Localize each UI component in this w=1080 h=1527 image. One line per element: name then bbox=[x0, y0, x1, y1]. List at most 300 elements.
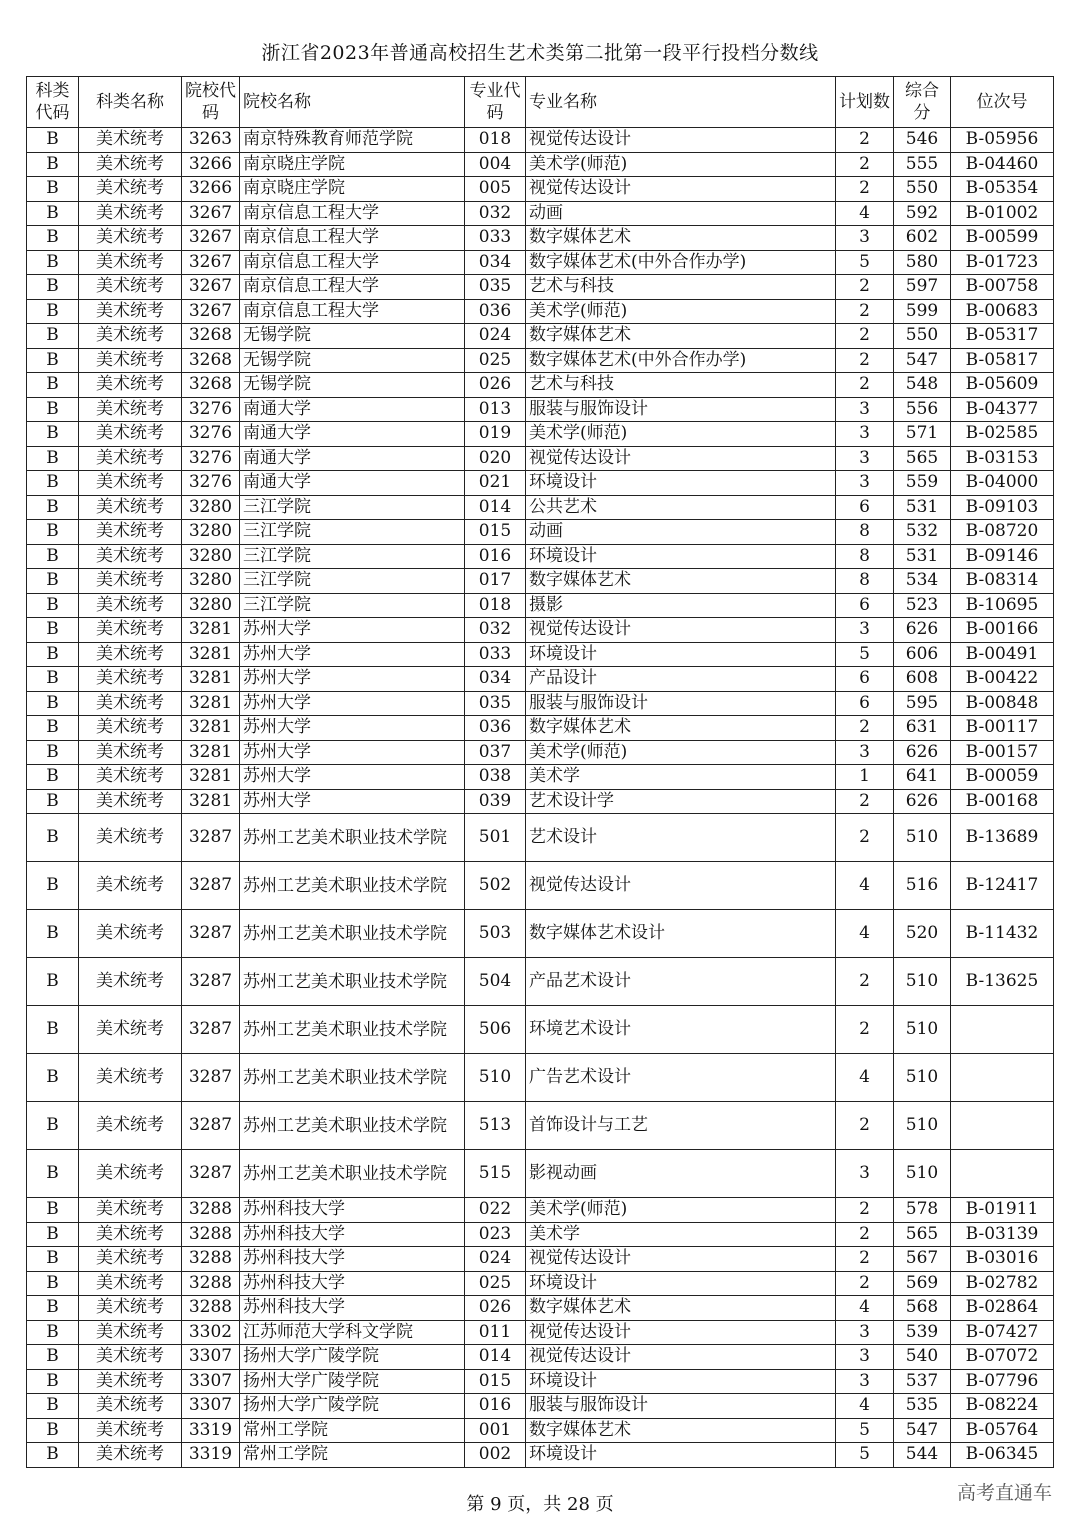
cell-school-code: 3319 bbox=[182, 1443, 240, 1468]
cell-school-code: 3287 bbox=[182, 814, 240, 862]
cell-composite-score: 510 bbox=[894, 1006, 951, 1054]
cell-plan-count: 3 bbox=[836, 618, 894, 643]
cell-major-name: 数字媒体艺术 bbox=[526, 569, 836, 594]
cell-school-code: 3287 bbox=[182, 862, 240, 910]
cell-major-name: 产品设计 bbox=[526, 667, 836, 692]
cell-school-name: 江苏师范大学科文学院 bbox=[240, 1320, 465, 1345]
cell-major-code: 022 bbox=[465, 1198, 526, 1223]
header-school-name: 院校名称 bbox=[240, 77, 465, 128]
cell-major-name: 视觉传达设计 bbox=[526, 862, 836, 910]
cell-school-name: 南京信息工程大学 bbox=[240, 275, 465, 300]
table-row bbox=[27, 299, 1054, 324]
cell-school-name: 无锡学院 bbox=[240, 324, 465, 349]
cell-rank bbox=[951, 1054, 1054, 1102]
cell-rank: B-05609 bbox=[951, 373, 1054, 398]
cell-plan-count: 2 bbox=[836, 324, 894, 349]
cell-category-name: 美术统考 bbox=[79, 1150, 182, 1198]
cell-major-code: 005 bbox=[465, 177, 526, 202]
cell-major-name: 数字媒体艺术 bbox=[526, 716, 836, 741]
cell-category-code: B bbox=[27, 765, 79, 790]
cell-plan-count: 5 bbox=[836, 1443, 894, 1468]
table-row bbox=[27, 373, 1054, 398]
cell-school-name: 苏州大学 bbox=[240, 618, 465, 643]
cell-category-name: 美术统考 bbox=[79, 1247, 182, 1272]
cell-plan-count: 2 bbox=[836, 789, 894, 814]
cell-major-name: 环境设计 bbox=[526, 471, 836, 496]
header-major-name: 专业名称 bbox=[526, 77, 836, 128]
cell-major-code: 016 bbox=[465, 1394, 526, 1419]
cell-rank: B-04000 bbox=[951, 471, 1054, 496]
table-row bbox=[27, 226, 1054, 251]
table-row bbox=[27, 471, 1054, 496]
cell-composite-score: 510 bbox=[894, 1150, 951, 1198]
cell-category-code: B bbox=[27, 569, 79, 594]
cell-school-code: 3281 bbox=[182, 789, 240, 814]
cell-category-name: 美术统考 bbox=[79, 1271, 182, 1296]
table-row bbox=[27, 1320, 1054, 1345]
cell-category-name: 美术统考 bbox=[79, 348, 182, 373]
cell-major-name: 环境设计 bbox=[526, 544, 836, 569]
cell-category-code: B bbox=[27, 1418, 79, 1443]
cell-plan-count: 2 bbox=[836, 299, 894, 324]
cell-category-name: 美术统考 bbox=[79, 1102, 182, 1150]
table-row bbox=[27, 740, 1054, 765]
cell-school-code: 3281 bbox=[182, 691, 240, 716]
cell-plan-count: 2 bbox=[836, 128, 894, 153]
cell-plan-count: 3 bbox=[836, 446, 894, 471]
cell-composite-score: 580 bbox=[894, 250, 951, 275]
cell-category-code: B bbox=[27, 544, 79, 569]
cell-major-code: 034 bbox=[465, 667, 526, 692]
cell-school-code: 3307 bbox=[182, 1369, 240, 1394]
cell-plan-count: 2 bbox=[836, 716, 894, 741]
cell-rank: B-05354 bbox=[951, 177, 1054, 202]
cell-plan-count: 2 bbox=[836, 1198, 894, 1223]
cell-rank bbox=[951, 1150, 1054, 1198]
cell-composite-score: 510 bbox=[894, 814, 951, 862]
cell-category-code: B bbox=[27, 397, 79, 422]
cell-school-code: 3267 bbox=[182, 275, 240, 300]
cell-category-name: 美术统考 bbox=[79, 642, 182, 667]
cell-composite-score: 510 bbox=[894, 1054, 951, 1102]
cell-school-code: 3276 bbox=[182, 397, 240, 422]
cell-rank: B-04460 bbox=[951, 152, 1054, 177]
cell-category-name: 美术统考 bbox=[79, 740, 182, 765]
cell-category-code: B bbox=[27, 667, 79, 692]
cell-category-code: B bbox=[27, 862, 79, 910]
cell-major-name: 美术学(师范) bbox=[526, 740, 836, 765]
cell-major-name: 美术学(师范) bbox=[526, 152, 836, 177]
header-category-code: 科类代码 bbox=[27, 77, 79, 128]
table-body bbox=[27, 128, 1054, 1468]
cell-composite-score: 531 bbox=[894, 544, 951, 569]
cell-plan-count: 2 bbox=[836, 1222, 894, 1247]
cell-major-code: 038 bbox=[465, 765, 526, 790]
cell-composite-score: 641 bbox=[894, 765, 951, 790]
cell-category-name: 美术统考 bbox=[79, 1222, 182, 1247]
cell-composite-score: 547 bbox=[894, 1418, 951, 1443]
cell-rank: B-07796 bbox=[951, 1369, 1054, 1394]
cell-school-name: 南京晓庄学院 bbox=[240, 177, 465, 202]
page-title: 浙江省2023年普通高校招生艺术类第二批第一段平行投档分数线 bbox=[261, 42, 819, 64]
cell-plan-count: 3 bbox=[836, 471, 894, 496]
table-row bbox=[27, 250, 1054, 275]
cell-school-name: 苏州工艺美术职业技术学院 bbox=[240, 814, 465, 862]
cell-rank: B-02585 bbox=[951, 422, 1054, 447]
table-row bbox=[27, 1222, 1054, 1247]
cell-school-name: 南通大学 bbox=[240, 471, 465, 496]
cell-school-name: 南京信息工程大学 bbox=[240, 201, 465, 226]
table-row bbox=[27, 1394, 1054, 1419]
cell-composite-score: 550 bbox=[894, 324, 951, 349]
cell-category-name: 美术统考 bbox=[79, 958, 182, 1006]
cell-school-code: 3263 bbox=[182, 128, 240, 153]
cell-plan-count: 6 bbox=[836, 495, 894, 520]
cell-composite-score: 599 bbox=[894, 299, 951, 324]
cell-category-code: B bbox=[27, 373, 79, 398]
cell-major-code: 001 bbox=[465, 1418, 526, 1443]
cell-school-name: 苏州大学 bbox=[240, 765, 465, 790]
cell-category-code: B bbox=[27, 128, 79, 153]
cell-school-code: 3267 bbox=[182, 201, 240, 226]
cell-rank: B-13689 bbox=[951, 814, 1054, 862]
cell-school-name: 常州工学院 bbox=[240, 1443, 465, 1468]
cell-school-name: 南京信息工程大学 bbox=[240, 250, 465, 275]
cell-school-code: 3287 bbox=[182, 958, 240, 1006]
cell-major-code: 033 bbox=[465, 642, 526, 667]
cell-composite-score: 626 bbox=[894, 618, 951, 643]
cell-rank: B-02782 bbox=[951, 1271, 1054, 1296]
cell-category-code: B bbox=[27, 422, 79, 447]
cell-school-code: 3276 bbox=[182, 446, 240, 471]
cell-school-name: 南通大学 bbox=[240, 422, 465, 447]
cell-major-name: 影视动画 bbox=[526, 1150, 836, 1198]
cell-major-name: 视觉传达设计 bbox=[526, 128, 836, 153]
cell-plan-count: 3 bbox=[836, 226, 894, 251]
table-header-row bbox=[27, 77, 1054, 128]
cell-school-name: 苏州工艺美术职业技术学院 bbox=[240, 862, 465, 910]
cell-category-code: B bbox=[27, 201, 79, 226]
cell-rank: B-00683 bbox=[951, 299, 1054, 324]
cell-major-code: 015 bbox=[465, 1369, 526, 1394]
cell-rank: B-00599 bbox=[951, 226, 1054, 251]
cell-category-code: B bbox=[27, 152, 79, 177]
cell-category-code: B bbox=[27, 324, 79, 349]
cell-plan-count: 2 bbox=[836, 1006, 894, 1054]
cell-plan-count: 8 bbox=[836, 520, 894, 545]
cell-major-code: 020 bbox=[465, 446, 526, 471]
table-row bbox=[27, 446, 1054, 471]
cell-rank: B-07427 bbox=[951, 1320, 1054, 1345]
cell-major-name: 环境设计 bbox=[526, 1369, 836, 1394]
cell-composite-score: 595 bbox=[894, 691, 951, 716]
cell-composite-score: 531 bbox=[894, 495, 951, 520]
cell-major-code: 013 bbox=[465, 397, 526, 422]
cell-major-name: 数字媒体艺术 bbox=[526, 1296, 836, 1321]
cell-category-name: 美术统考 bbox=[79, 691, 182, 716]
cell-rank: B-05764 bbox=[951, 1418, 1054, 1443]
cell-major-name: 数字媒体艺术(中外合作办学) bbox=[526, 348, 836, 373]
cell-rank: B-00117 bbox=[951, 716, 1054, 741]
cell-school-name: 南京信息工程大学 bbox=[240, 299, 465, 324]
table-row bbox=[27, 593, 1054, 618]
cell-plan-count: 2 bbox=[836, 814, 894, 862]
cell-composite-score: 555 bbox=[894, 152, 951, 177]
cell-category-code: B bbox=[27, 1247, 79, 1272]
table-row bbox=[27, 544, 1054, 569]
cell-major-code: 037 bbox=[465, 740, 526, 765]
cell-school-name: 苏州大学 bbox=[240, 740, 465, 765]
cell-rank: B-01002 bbox=[951, 201, 1054, 226]
cell-category-code: B bbox=[27, 1369, 79, 1394]
cell-rank: B-00059 bbox=[951, 765, 1054, 790]
cell-major-code: 017 bbox=[465, 569, 526, 594]
cell-category-code: B bbox=[27, 1296, 79, 1321]
cell-major-code: 026 bbox=[465, 1296, 526, 1321]
cell-rank: B-07072 bbox=[951, 1345, 1054, 1370]
cell-major-code: 032 bbox=[465, 618, 526, 643]
cell-category-name: 美术统考 bbox=[79, 1006, 182, 1054]
cell-category-code: B bbox=[27, 958, 79, 1006]
header-composite-score: 综合分 bbox=[894, 77, 951, 128]
table-row bbox=[27, 324, 1054, 349]
cell-category-code: B bbox=[27, 226, 79, 251]
cell-school-name: 南京信息工程大学 bbox=[240, 226, 465, 251]
cell-school-name: 苏州科技大学 bbox=[240, 1296, 465, 1321]
cell-plan-count: 4 bbox=[836, 1296, 894, 1321]
cell-category-name: 美术统考 bbox=[79, 1394, 182, 1419]
cell-category-name: 美术统考 bbox=[79, 569, 182, 594]
cell-school-name: 苏州大学 bbox=[240, 789, 465, 814]
cell-school-code: 3280 bbox=[182, 495, 240, 520]
cell-rank: B-03153 bbox=[951, 446, 1054, 471]
table-row bbox=[27, 569, 1054, 594]
cell-category-name: 美术统考 bbox=[79, 422, 182, 447]
cell-rank: B-05956 bbox=[951, 128, 1054, 153]
cell-plan-count: 2 bbox=[836, 177, 894, 202]
cell-composite-score: 510 bbox=[894, 1102, 951, 1150]
cell-plan-count: 6 bbox=[836, 691, 894, 716]
cell-school-name: 苏州工艺美术职业技术学院 bbox=[240, 910, 465, 958]
cell-rank bbox=[951, 1102, 1054, 1150]
cell-category-name: 美术统考 bbox=[79, 275, 182, 300]
cell-major-code: 035 bbox=[465, 275, 526, 300]
cell-school-code: 3281 bbox=[182, 740, 240, 765]
cell-category-code: B bbox=[27, 299, 79, 324]
cell-school-code: 3287 bbox=[182, 910, 240, 958]
cell-major-code: 024 bbox=[465, 324, 526, 349]
cell-major-name: 环境设计 bbox=[526, 642, 836, 667]
table-row bbox=[27, 765, 1054, 790]
table-row bbox=[27, 667, 1054, 692]
cell-category-code: B bbox=[27, 446, 79, 471]
cell-rank: B-05317 bbox=[951, 324, 1054, 349]
cell-school-name: 苏州大学 bbox=[240, 716, 465, 741]
cell-category-code: B bbox=[27, 593, 79, 618]
cell-major-code: 025 bbox=[465, 348, 526, 373]
cell-school-name: 南通大学 bbox=[240, 397, 465, 422]
cell-major-name: 动画 bbox=[526, 520, 836, 545]
cell-rank: B-00168 bbox=[951, 789, 1054, 814]
cell-major-code: 014 bbox=[465, 495, 526, 520]
cell-school-code: 3288 bbox=[182, 1198, 240, 1223]
cell-category-name: 美术统考 bbox=[79, 1345, 182, 1370]
cell-category-code: B bbox=[27, 1150, 79, 1198]
cell-category-name: 美术统考 bbox=[79, 152, 182, 177]
cell-category-code: B bbox=[27, 910, 79, 958]
cell-major-name: 摄影 bbox=[526, 593, 836, 618]
cell-school-code: 3281 bbox=[182, 642, 240, 667]
cell-school-name: 苏州工艺美术职业技术学院 bbox=[240, 1150, 465, 1198]
table-row bbox=[27, 716, 1054, 741]
cell-rank: B-09103 bbox=[951, 495, 1054, 520]
table-row bbox=[27, 177, 1054, 202]
cell-composite-score: 597 bbox=[894, 275, 951, 300]
table-row bbox=[27, 958, 1054, 1006]
cell-major-name: 数字媒体艺术 bbox=[526, 226, 836, 251]
cell-major-name: 美术学 bbox=[526, 765, 836, 790]
cell-major-code: 036 bbox=[465, 299, 526, 324]
cell-rank: B-05817 bbox=[951, 348, 1054, 373]
cell-major-code: 018 bbox=[465, 128, 526, 153]
cell-plan-count: 4 bbox=[836, 201, 894, 226]
cell-category-name: 美术统考 bbox=[79, 397, 182, 422]
cell-school-name: 南京特殊教育师范学院 bbox=[240, 128, 465, 153]
cell-major-code: 036 bbox=[465, 716, 526, 741]
cell-category-code: B bbox=[27, 250, 79, 275]
cell-school-name: 三江学院 bbox=[240, 520, 465, 545]
cell-rank: B-11432 bbox=[951, 910, 1054, 958]
cell-major-code: 021 bbox=[465, 471, 526, 496]
cell-major-code: 014 bbox=[465, 1345, 526, 1370]
cell-school-code: 3267 bbox=[182, 226, 240, 251]
header-rank: 位次号 bbox=[951, 77, 1054, 128]
cell-composite-score: 556 bbox=[894, 397, 951, 422]
cell-category-name: 美术统考 bbox=[79, 495, 182, 520]
cell-major-name: 艺术设计 bbox=[526, 814, 836, 862]
cell-category-name: 美术统考 bbox=[79, 226, 182, 251]
table-row bbox=[27, 1369, 1054, 1394]
cell-school-code: 3268 bbox=[182, 348, 240, 373]
cell-composite-score: 544 bbox=[894, 1443, 951, 1468]
table-row bbox=[27, 275, 1054, 300]
cell-category-name: 美术统考 bbox=[79, 789, 182, 814]
cell-category-name: 美术统考 bbox=[79, 910, 182, 958]
cell-category-code: B bbox=[27, 1006, 79, 1054]
table-row bbox=[27, 618, 1054, 643]
table-row bbox=[27, 1345, 1054, 1370]
table-row bbox=[27, 1271, 1054, 1296]
cell-school-name: 苏州工艺美术职业技术学院 bbox=[240, 958, 465, 1006]
cell-school-code: 3287 bbox=[182, 1006, 240, 1054]
cell-major-name: 服装与服饰设计 bbox=[526, 397, 836, 422]
cell-rank: B-00848 bbox=[951, 691, 1054, 716]
cell-school-code: 3281 bbox=[182, 765, 240, 790]
cell-composite-score: 565 bbox=[894, 446, 951, 471]
cell-major-name: 环境设计 bbox=[526, 1271, 836, 1296]
cell-major-code: 024 bbox=[465, 1247, 526, 1272]
table-row bbox=[27, 1198, 1054, 1223]
cell-major-name: 服装与服饰设计 bbox=[526, 1394, 836, 1419]
cell-rank: B-01723 bbox=[951, 250, 1054, 275]
cell-major-name: 美术学(师范) bbox=[526, 299, 836, 324]
cell-composite-score: 550 bbox=[894, 177, 951, 202]
cell-school-code: 3280 bbox=[182, 569, 240, 594]
cell-school-code: 3267 bbox=[182, 299, 240, 324]
cell-plan-count: 1 bbox=[836, 765, 894, 790]
cell-plan-count: 2 bbox=[836, 1271, 894, 1296]
cell-major-code: 035 bbox=[465, 691, 526, 716]
header-plan-count: 计划数 bbox=[836, 77, 894, 128]
cell-school-name: 苏州工艺美术职业技术学院 bbox=[240, 1102, 465, 1150]
cell-school-code: 3267 bbox=[182, 250, 240, 275]
cell-rank: B-06345 bbox=[951, 1443, 1054, 1468]
cell-school-code: 3276 bbox=[182, 471, 240, 496]
cell-major-name: 数字媒体艺术 bbox=[526, 1418, 836, 1443]
cell-school-code: 3288 bbox=[182, 1296, 240, 1321]
cell-composite-score: 565 bbox=[894, 1222, 951, 1247]
cell-school-name: 三江学院 bbox=[240, 569, 465, 594]
cell-rank: B-12417 bbox=[951, 862, 1054, 910]
cell-school-name: 苏州科技大学 bbox=[240, 1271, 465, 1296]
cell-school-name: 南京晓庄学院 bbox=[240, 152, 465, 177]
cell-category-name: 美术统考 bbox=[79, 716, 182, 741]
cell-rank: B-03139 bbox=[951, 1222, 1054, 1247]
cell-major-code: 026 bbox=[465, 373, 526, 398]
cell-school-code: 3288 bbox=[182, 1247, 240, 1272]
cell-plan-count: 3 bbox=[836, 1150, 894, 1198]
cell-school-name: 南通大学 bbox=[240, 446, 465, 471]
cell-major-code: 034 bbox=[465, 250, 526, 275]
cell-composite-score: 571 bbox=[894, 422, 951, 447]
cell-plan-count: 4 bbox=[836, 910, 894, 958]
cell-composite-score: 535 bbox=[894, 1394, 951, 1419]
header-major-code: 专业代码 bbox=[465, 77, 526, 128]
cell-major-name: 视觉传达设计 bbox=[526, 1247, 836, 1272]
table-row bbox=[27, 1054, 1054, 1102]
table-row bbox=[27, 1102, 1054, 1150]
cell-category-name: 美术统考 bbox=[79, 1418, 182, 1443]
cell-composite-score: 631 bbox=[894, 716, 951, 741]
cell-major-code: 506 bbox=[465, 1006, 526, 1054]
cell-composite-score: 534 bbox=[894, 569, 951, 594]
cell-category-name: 美术统考 bbox=[79, 1369, 182, 1394]
cell-school-code: 3287 bbox=[182, 1102, 240, 1150]
table-row bbox=[27, 1418, 1054, 1443]
cell-composite-score: 559 bbox=[894, 471, 951, 496]
cell-category-code: B bbox=[27, 1198, 79, 1223]
cell-composite-score: 540 bbox=[894, 1345, 951, 1370]
table-row bbox=[27, 520, 1054, 545]
cell-rank: B-10695 bbox=[951, 593, 1054, 618]
cell-school-name: 三江学院 bbox=[240, 593, 465, 618]
cell-plan-count: 4 bbox=[836, 862, 894, 910]
cell-category-name: 美术统考 bbox=[79, 1443, 182, 1468]
table-row bbox=[27, 910, 1054, 958]
cell-school-code: 3287 bbox=[182, 1054, 240, 1102]
cell-category-code: B bbox=[27, 716, 79, 741]
cell-plan-count: 2 bbox=[836, 348, 894, 373]
cell-rank: B-08224 bbox=[951, 1394, 1054, 1419]
cell-school-name: 扬州大学广陵学院 bbox=[240, 1394, 465, 1419]
header-school-code: 院校代码 bbox=[182, 77, 240, 128]
cell-plan-count: 2 bbox=[836, 1247, 894, 1272]
cell-composite-score: 539 bbox=[894, 1320, 951, 1345]
cell-major-name: 视觉传达设计 bbox=[526, 446, 836, 471]
cell-major-code: 515 bbox=[465, 1150, 526, 1198]
watermark: 高考直通车 bbox=[956, 1482, 1052, 1504]
cell-category-name: 美术统考 bbox=[79, 373, 182, 398]
